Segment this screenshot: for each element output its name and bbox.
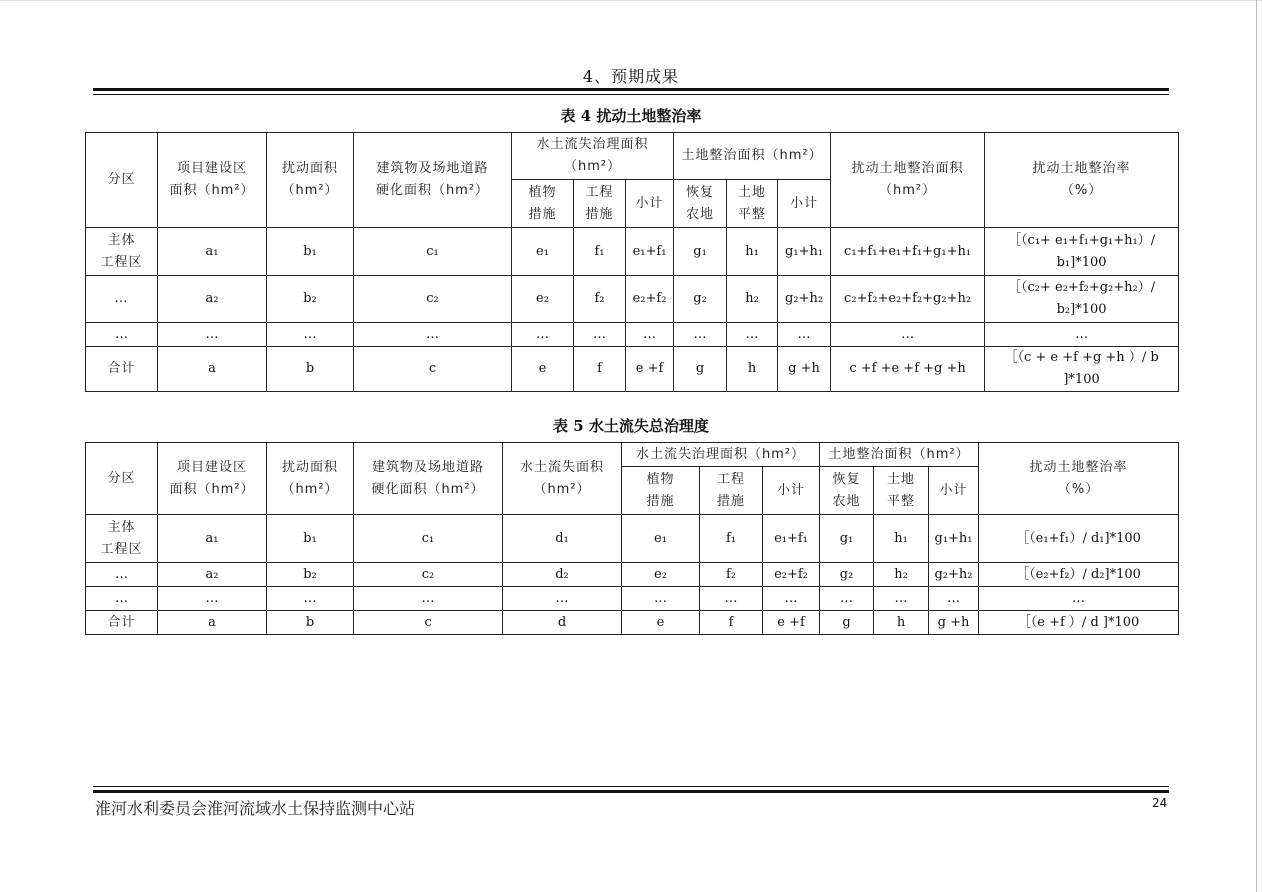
- t5-cell-d: …: [503, 587, 622, 611]
- table4: [85, 132, 1179, 392]
- t4-head-sub2: 小计: [778, 180, 831, 228]
- t5-cell-e: e₁: [622, 515, 700, 563]
- t4-cell-zone: …: [86, 276, 158, 323]
- t4-cell-b: b: [267, 347, 354, 392]
- t5-cell-zone: …: [86, 563, 158, 587]
- header-rule-thick: [93, 88, 1169, 91]
- t5-cell-c: c₁: [354, 515, 503, 563]
- t4-head-area: 项目建设区 面积（hm²）: [158, 133, 267, 228]
- t4-cell-c: c: [354, 347, 512, 392]
- table-row: [86, 587, 1179, 611]
- page-edge-right: [1256, 0, 1257, 892]
- t4-cell-b: b₂: [267, 276, 354, 323]
- t5-head-eng: 工程 措施: [700, 467, 763, 515]
- t5-head-build: 建筑物及场地道路 硬化面积（hm²）: [354, 443, 503, 515]
- t4-cell-gh: g₁+h₁: [778, 228, 831, 276]
- t5-cell-h: …: [874, 587, 929, 611]
- t4-cell-ef: …: [626, 323, 674, 347]
- t4-cell-g: g₂: [674, 276, 727, 323]
- t5-head-sub2: 小计: [929, 467, 979, 515]
- t4-cell-total: c +f +e +f +g +h: [831, 347, 985, 392]
- t4-cell-b: …: [267, 323, 354, 347]
- t5-head-rate: 扰动土地整治率 （%）: [979, 443, 1179, 515]
- t4-head-level: 土地 平整: [727, 180, 778, 228]
- t4-head-land: 土地整治面积（hm²）: [674, 133, 831, 180]
- t4-head-dist-area: 扰动土地整治面积 （hm²）: [831, 133, 985, 228]
- t5-cell-e: e: [622, 611, 700, 635]
- t4-cell-b: b₁: [267, 228, 354, 276]
- t4-cell-zone: …: [86, 323, 158, 347]
- table-row: [86, 515, 1179, 563]
- t5-cell-e: e₂: [622, 563, 700, 587]
- t4-cell-ef: e +f: [626, 347, 674, 392]
- t4-cell-g: g₁: [674, 228, 727, 276]
- t4-cell-e: …: [512, 323, 574, 347]
- t5-cell-d: d: [503, 611, 622, 635]
- t5-head-zone: 分区: [86, 443, 158, 515]
- t5-head-level: 土地 平整: [874, 467, 929, 515]
- t5-cell-b: …: [267, 587, 354, 611]
- t5-cell-rate: ［（e +f ）/ d ]*100: [979, 611, 1179, 635]
- t4-cell-h: h₁: [727, 228, 778, 276]
- t4-cell-g: g: [674, 347, 727, 392]
- t5-cell-h: h₁: [874, 515, 929, 563]
- t5-cell-b: b₁: [267, 515, 354, 563]
- t4-cell-f: …: [574, 323, 626, 347]
- t4-cell-f: f₂: [574, 276, 626, 323]
- t5-head-sub1: 小计: [763, 467, 820, 515]
- t5-cell-gh: g₁+h₁: [929, 515, 979, 563]
- t5-cell-f: …: [700, 587, 763, 611]
- t5-cell-gh: g +h: [929, 611, 979, 635]
- t5-cell-rate: ［（e₁+f₁）/ d₁]*100: [979, 515, 1179, 563]
- t5-head-area: 项目建设区 面积（hm²）: [158, 443, 267, 515]
- t4-cell-gh: g₂+h₂: [778, 276, 831, 323]
- t4-cell-a: …: [158, 323, 267, 347]
- t4-cell-a: a₁: [158, 228, 267, 276]
- t5-cell-a: …: [158, 587, 267, 611]
- t5-cell-g: g₁: [820, 515, 874, 563]
- t5-cell-g: g: [820, 611, 874, 635]
- t5-cell-c: …: [354, 587, 503, 611]
- footer-rule-thick: [93, 790, 1169, 793]
- t5-cell-b: b₂: [267, 563, 354, 587]
- t4-cell-ef: e₂+f₂: [626, 276, 674, 323]
- table4-caption: 表 4 扰动土地整治率: [560, 107, 702, 125]
- table5: [85, 442, 1179, 635]
- t5-head-restore: 恢复 农地: [820, 467, 874, 515]
- t4-cell-c: c₁: [354, 228, 512, 276]
- footer-rule-thin: [93, 786, 1169, 787]
- t5-cell-rate: …: [979, 587, 1179, 611]
- t4-cell-total: …: [831, 323, 985, 347]
- t4-head-restore: 恢复 农地: [674, 180, 727, 228]
- page-edge-top: [0, 0, 1262, 1]
- t5-head-plant: 植物 措施: [622, 467, 700, 515]
- section-title: 4、预期成果: [582, 67, 680, 86]
- t4-cell-total: c₂+f₂+e₂+f₂+g₂+h₂: [831, 276, 985, 323]
- t5-cell-a: a₁: [158, 515, 267, 563]
- t5-cell-e: …: [622, 587, 700, 611]
- t4-cell-rate: ［（c + e +f +g +h ）/ b ]*100: [985, 347, 1179, 392]
- t5-cell-f: f: [700, 611, 763, 635]
- t5-cell-c: c: [354, 611, 503, 635]
- t4-cell-f: f₁: [574, 228, 626, 276]
- t5-cell-d: d₂: [503, 563, 622, 587]
- page-number: 24: [1152, 796, 1168, 810]
- t5-cell-ef: e +f: [763, 611, 820, 635]
- t5-cell-h: h₂: [874, 563, 929, 587]
- t4-head-eng: 工程 措施: [574, 180, 626, 228]
- t4-cell-a: a₂: [158, 276, 267, 323]
- t4-cell-rate: ［（c₁+ e₁+f₁+g₁+h₁）/ b₁]*100: [985, 228, 1179, 276]
- header-rule-thin: [93, 94, 1169, 95]
- t5-cell-zone: 合计: [86, 611, 158, 635]
- t4-head-sub1: 小计: [626, 180, 674, 228]
- t4-cell-c: …: [354, 323, 512, 347]
- t4-cell-h: h₂: [727, 276, 778, 323]
- t4-head-disturb: 扰动面积 （hm²）: [267, 133, 354, 228]
- t4-head-soil: 水土流失治理面积 （hm²）: [512, 133, 674, 180]
- t5-cell-g: g₂: [820, 563, 874, 587]
- t5-cell-zone: …: [86, 587, 158, 611]
- t5-head-soil: 水土流失治理面积（hm²）: [622, 443, 820, 467]
- table-row: [86, 276, 1179, 323]
- t4-cell-e: e₂: [512, 276, 574, 323]
- t4-cell-gh: g +h: [778, 347, 831, 392]
- t4-head-build: 建筑物及场地道路 硬化面积（hm²）: [354, 133, 512, 228]
- t4-cell-g: …: [674, 323, 727, 347]
- t5-cell-f: f₂: [700, 563, 763, 587]
- t5-cell-g: …: [820, 587, 874, 611]
- t4-cell-a: a: [158, 347, 267, 392]
- table-row: [86, 323, 1179, 347]
- t4-cell-total: c₁+f₁+e₁+f₁+g₁+h₁: [831, 228, 985, 276]
- t4-cell-zone: 合计: [86, 347, 158, 392]
- t4-cell-e: e₁: [512, 228, 574, 276]
- t4-cell-zone: 主体 工程区: [86, 228, 158, 276]
- t4-head-zone: 分区: [86, 133, 158, 228]
- t4-cell-e: e: [512, 347, 574, 392]
- t4-cell-h: …: [727, 323, 778, 347]
- t5-cell-ef: e₂+f₂: [763, 563, 820, 587]
- t5-head-land: 土地整治面积（hm²）: [820, 443, 979, 467]
- t5-cell-ef: e₁+f₁: [763, 515, 820, 563]
- t5-cell-ef: …: [763, 587, 820, 611]
- t4-head-plant: 植物 措施: [512, 180, 574, 228]
- t5-head-loss: 水土流失面积 （hm²）: [503, 443, 622, 515]
- t5-cell-gh: …: [929, 587, 979, 611]
- t5-cell-zone: 主体 工程区: [86, 515, 158, 563]
- t4-cell-h: h: [727, 347, 778, 392]
- t4-cell-gh: …: [778, 323, 831, 347]
- t4-cell-f: f: [574, 347, 626, 392]
- t5-cell-c: c₂: [354, 563, 503, 587]
- t5-cell-a: a: [158, 611, 267, 635]
- t4-cell-rate: ［（c₂+ e₂+f₂+g₂+h₂）/ b₂]*100: [985, 276, 1179, 323]
- table-row: [86, 611, 1179, 635]
- t5-head-disturb: 扰动面积 （hm²）: [267, 443, 354, 515]
- table-row: [86, 347, 1179, 392]
- t4-cell-c: c₂: [354, 276, 512, 323]
- t5-cell-gh: g₂+h₂: [929, 563, 979, 587]
- table-row: [86, 228, 1179, 276]
- table-row: [86, 563, 1179, 587]
- t5-cell-b: b: [267, 611, 354, 635]
- t5-cell-rate: ［（e₂+f₂）/ d₂]*100: [979, 563, 1179, 587]
- footer-organization: 淮河水利委员会淮河流域水土保持监测中心站: [95, 799, 416, 818]
- t4-cell-ef: e₁+f₁: [626, 228, 674, 276]
- t5-cell-d: d₁: [503, 515, 622, 563]
- table5-caption: 表 5 水土流失总治理度: [553, 417, 709, 435]
- t5-cell-h: h: [874, 611, 929, 635]
- t5-cell-f: f₁: [700, 515, 763, 563]
- t5-cell-a: a₂: [158, 563, 267, 587]
- t4-head-rate: 扰动土地整治率 （%）: [985, 133, 1179, 228]
- t4-cell-rate: …: [985, 323, 1179, 347]
